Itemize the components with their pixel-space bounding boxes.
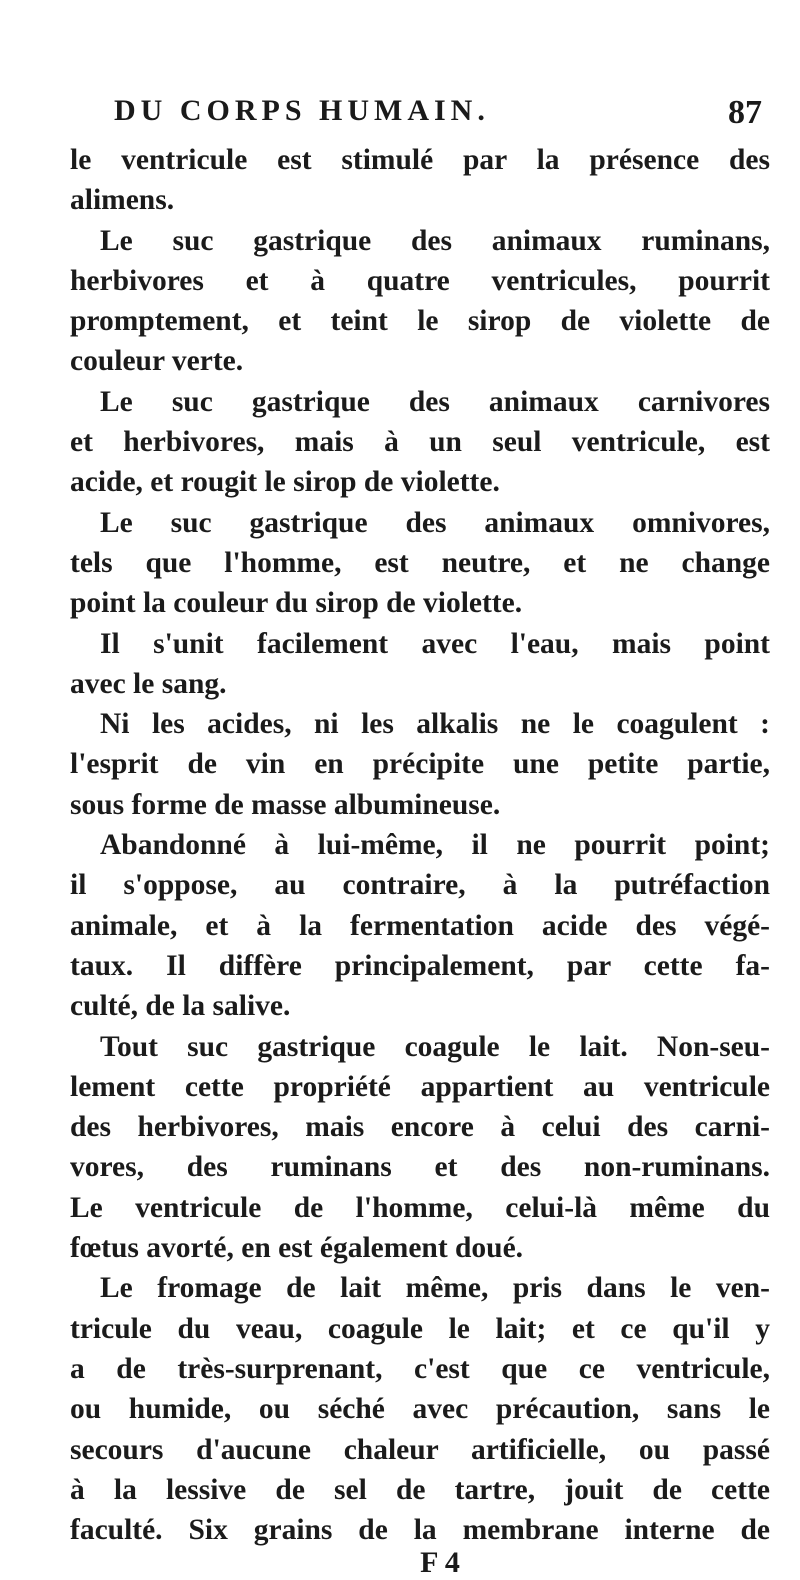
text-line: a de très-surprenant, c'est que ce ventricule, xyxy=(70,1352,770,1385)
text-line: animale, et à la fermentation acide des végé- xyxy=(70,909,770,942)
text-line: Le suc gastrique des animaux ruminans, xyxy=(100,224,770,257)
text-line: ou humide, ou séché avec précaution, sans le xyxy=(70,1393,770,1426)
text-line: Abandonné à lui-même, il ne pourrit point; xyxy=(100,829,770,862)
text-line: couleur verte. xyxy=(70,345,244,378)
text-line: Tout suc gastrique coagule le lait. Non-seu- xyxy=(100,1030,770,1063)
text-line: tricule du veau, coagule le lait; et ce qu'il y xyxy=(70,1312,770,1345)
text-line: fœtus avorté, en est également doué. xyxy=(70,1232,524,1265)
text-line: tels que l'homme, est neutre, et ne change xyxy=(70,546,770,579)
text-line: faculté. Six grains de la membrane interne de xyxy=(70,1514,770,1547)
text-line: promptement, et teint le sirop de violette de xyxy=(70,305,770,338)
text-line: culté, de la salive. xyxy=(70,990,291,1023)
text-line: taux. Il diffère principalement, par cette fa- xyxy=(70,949,770,982)
page-header xyxy=(40,94,770,138)
text-line: le ventricule est stimulé par la présence des xyxy=(70,144,770,176)
text-line: à la lessive de sel de tartre, jouit de cette xyxy=(70,1473,770,1506)
signature-mark: F 4 xyxy=(420,1546,460,1580)
body-text xyxy=(70,140,770,1580)
text-line: il s'oppose, au contraire, à la putréfaction xyxy=(70,869,770,902)
text-line: Le suc gastrique des animaux carnivores xyxy=(100,385,770,418)
text-line: l'esprit de vin en précipite une petite partie, xyxy=(70,748,770,781)
text-line: Le suc gastrique des animaux omnivores, xyxy=(100,506,770,539)
text-line: et herbivores, mais à un seul ventricule, est xyxy=(70,426,770,459)
text-line: acide, et rougit le sirop de violette. xyxy=(70,466,500,499)
page-number: 87 xyxy=(728,94,762,131)
text-line: secours d'aucune chaleur artificielle, ou passé xyxy=(70,1433,770,1466)
text-line: avec le sang. xyxy=(70,667,227,700)
text-line: des herbivores, mais encore à celui des carni- xyxy=(70,1111,770,1144)
text-line: Il s'unit facilement avec l'eau, mais point xyxy=(100,627,770,660)
text-line: herbivores et à quatre ventricules, pourrit xyxy=(70,264,770,297)
text-line: lement cette propriété appartient au ventricule xyxy=(70,1070,770,1103)
text-line: Le ventricule de l'homme, celui-là même du xyxy=(70,1191,770,1224)
text-line: vores, des ruminans et des non-ruminans. xyxy=(70,1151,770,1184)
running-head: DU CORPS HUMAIN. xyxy=(114,94,490,127)
text-line: alimens. xyxy=(70,184,175,217)
text-line: sous forme de masse albumineuse. xyxy=(70,788,501,821)
text-line: point la couleur du sirop de violette. xyxy=(70,587,523,620)
text-line: Le fromage de lait même, pris dans le ven- xyxy=(100,1272,770,1305)
text-line: Ni les acides, ni les alkalis ne le coagulent : xyxy=(100,708,770,741)
